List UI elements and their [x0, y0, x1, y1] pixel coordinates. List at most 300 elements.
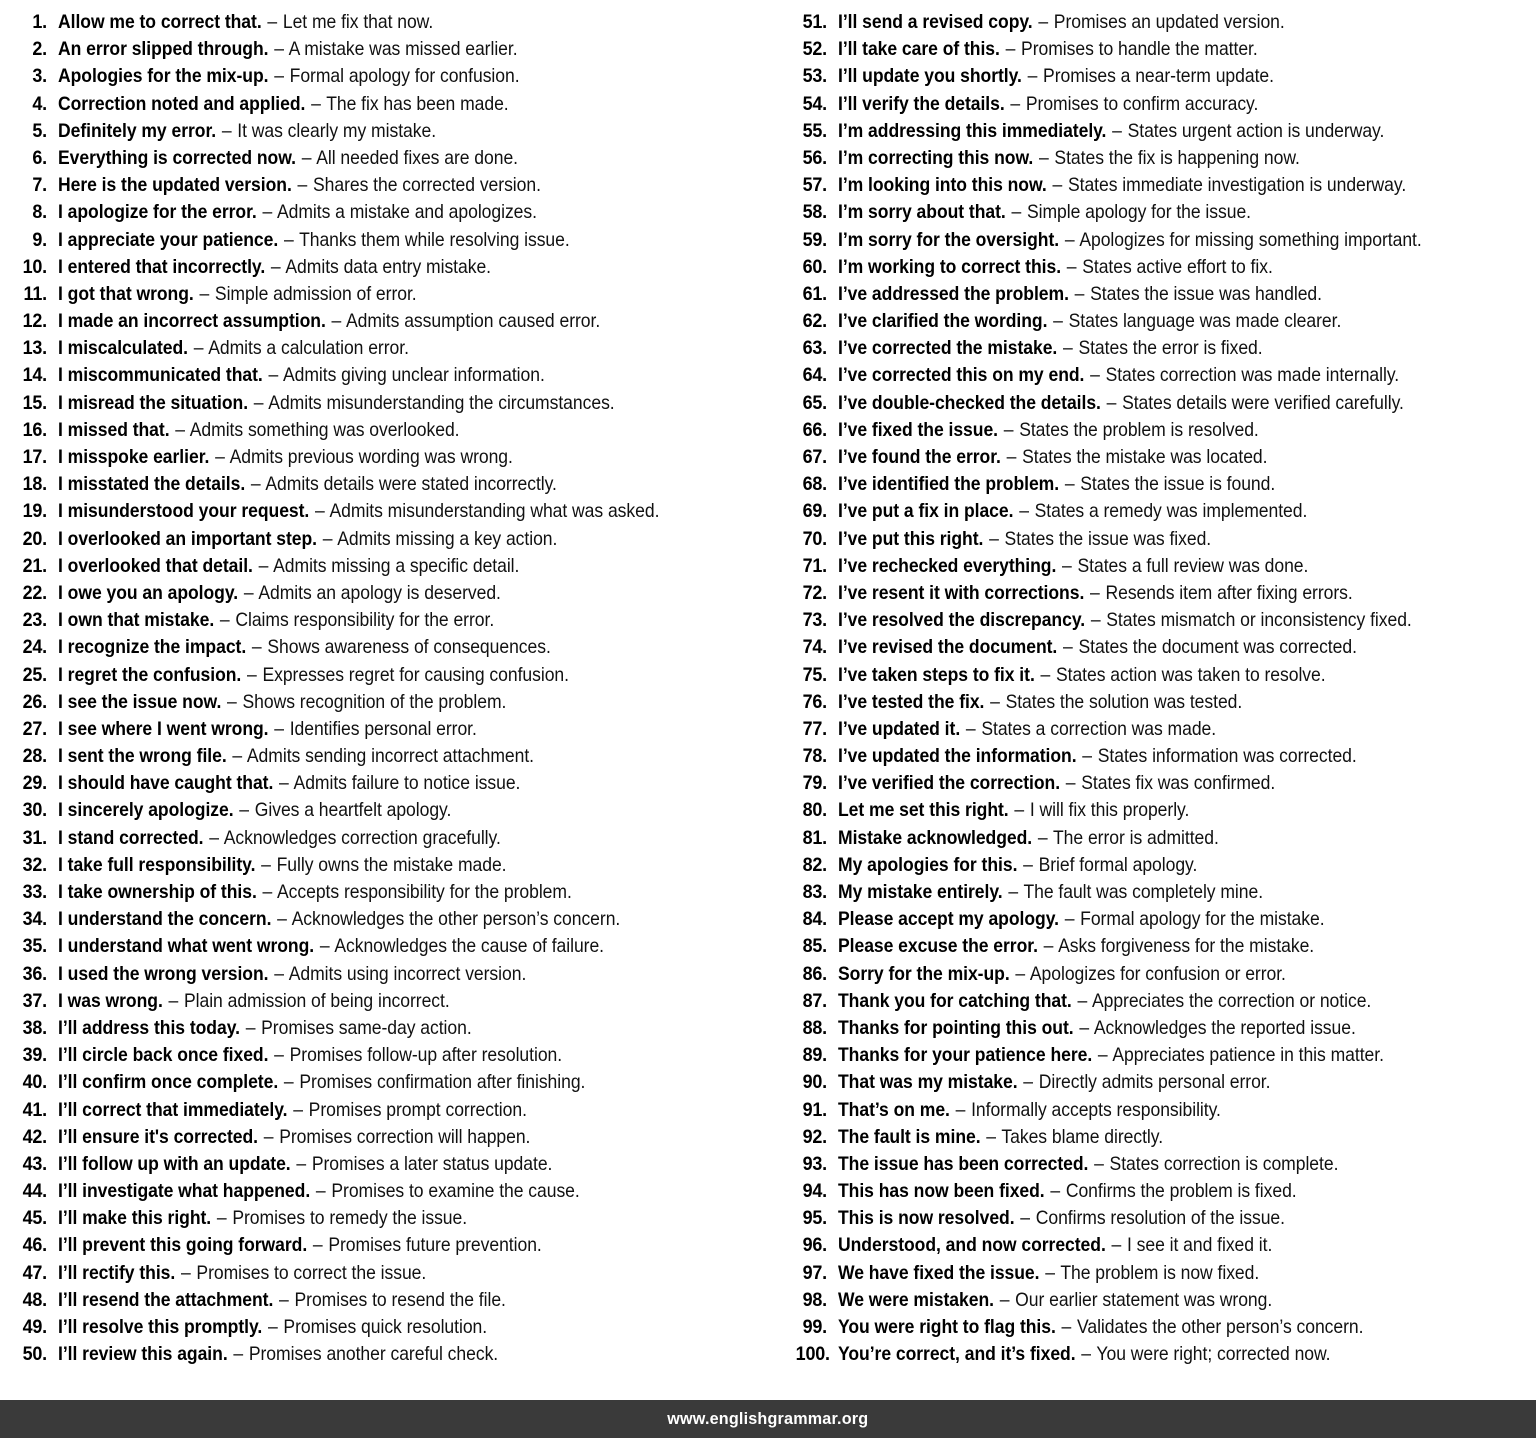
- list-item-body: [838, 172, 1466, 199]
- list-item-phrase: Understood, and now corrected.: [838, 1234, 1106, 1257]
- list-item-description: The fix has been made.: [326, 92, 509, 115]
- list-item-body: [58, 689, 717, 716]
- list-item-number: 75.: [802, 663, 827, 686]
- list-item-body: [838, 362, 1466, 389]
- list-item-body: [838, 1205, 1466, 1232]
- list-item-phrase: I’ll make this right.: [58, 1207, 212, 1230]
- list-item-body: [838, 281, 1466, 308]
- list-item-body: [58, 1205, 717, 1232]
- list-item: [12, 1314, 790, 1341]
- list-item-body: [838, 1042, 1466, 1069]
- list-item-phrase: I’ll confirm once complete.: [58, 1071, 279, 1094]
- en-dash-separator: –: [267, 11, 278, 33]
- list-item-description: States information was corrected.: [1097, 745, 1357, 768]
- list-item: [792, 988, 1536, 1015]
- en-dash-separator: –: [279, 772, 289, 795]
- list-item-number: 27.: [22, 717, 47, 740]
- en-dash-separator: –: [1063, 636, 1073, 659]
- en-dash-separator: –: [1065, 772, 1076, 795]
- list-item-number: 83.: [802, 881, 827, 903]
- list-item-body: [58, 634, 717, 661]
- list-item-phrase: I’ll prevent this going forward.: [58, 1234, 308, 1257]
- list-item-number: 69.: [802, 500, 827, 523]
- list-item-description: States the issue was handled.: [1090, 282, 1322, 305]
- list-item: [12, 852, 790, 879]
- list-item-number: 9.: [32, 228, 47, 251]
- list-item: [12, 1205, 790, 1232]
- list-item-body: [58, 390, 717, 417]
- list-item-phrase: I’ll ensure it's corrected.: [58, 1125, 258, 1148]
- list-item-number: 45.: [22, 1207, 47, 1230]
- en-dash-separator: –: [268, 364, 279, 387]
- list-item: [12, 580, 790, 607]
- list-item-description: Promises future prevention.: [328, 1234, 542, 1257]
- list-item: [792, 1124, 1536, 1151]
- en-dash-separator: –: [986, 1125, 997, 1148]
- list-item: [792, 1314, 1536, 1341]
- list-item: [792, 852, 1536, 879]
- list-item-number: 73.: [802, 609, 827, 632]
- list-item-body: [58, 1015, 717, 1042]
- list-item-number: 25.: [22, 663, 47, 686]
- list-item-phrase: The fault is mine.: [838, 1125, 981, 1148]
- list-item-body: [58, 1042, 717, 1069]
- list-item-body: [58, 281, 717, 308]
- en-dash-separator: –: [232, 745, 243, 768]
- list-item: [792, 335, 1536, 362]
- list-item-number: 61.: [802, 282, 827, 305]
- list-item-number: 65.: [802, 391, 827, 414]
- list-item-description: Admits missing a key action.: [337, 527, 558, 550]
- list-item-phrase: I’ve taken steps to fix it.: [838, 663, 1035, 686]
- list-item-description: States details were verified carefully.: [1122, 391, 1404, 414]
- list-item-number: 78.: [802, 745, 827, 768]
- list-item-description: Confirms the problem is fixed.: [1065, 1180, 1297, 1203]
- list-item: [12, 1260, 790, 1287]
- list-item-phrase: I’m working to correct this.: [838, 255, 1062, 278]
- list-item-description: Appreciates patience in this matter.: [1112, 1044, 1384, 1067]
- list-item-phrase: I own that mistake.: [58, 609, 215, 632]
- list-item-body: [58, 906, 717, 933]
- list-item-number: 99.: [802, 1316, 827, 1338]
- list-item-description: Formal apology for confusion.: [289, 65, 520, 88]
- list-item-description: Acknowledges the cause of failure.: [334, 935, 605, 958]
- list-item-description: Expresses regret for causing confusion.: [262, 663, 569, 686]
- list-item-number: 44.: [22, 1180, 47, 1203]
- list-item-body: [58, 553, 717, 580]
- list-item: [792, 879, 1536, 906]
- en-dash-separator: –: [1020, 1207, 1031, 1230]
- list-item-number: 92.: [802, 1125, 827, 1148]
- list-item: [12, 988, 790, 1015]
- list-item-number: 4.: [32, 92, 47, 115]
- en-dash-separator: –: [297, 174, 308, 197]
- list-item: [792, 933, 1536, 960]
- list-item-description: Admits details were stated incorrectly.: [265, 473, 557, 496]
- list-item-body: [58, 526, 717, 553]
- list-item-number: 29.: [22, 772, 47, 795]
- en-dash-separator: –: [283, 1071, 294, 1094]
- list-item-description: Formal apology for the mistake.: [1080, 908, 1325, 931]
- en-dash-separator: –: [1077, 989, 1088, 1012]
- list-item: [792, 1341, 1536, 1368]
- list-item-description: Our earlier statement was wrong.: [1015, 1288, 1273, 1311]
- list-item: [12, 118, 790, 145]
- list-item-phrase: I overlooked an important step.: [58, 527, 317, 550]
- list-item: [12, 145, 790, 172]
- list-item-number: 48.: [22, 1288, 47, 1311]
- en-dash-separator: –: [274, 717, 284, 740]
- list-item-body: [58, 1341, 717, 1368]
- list-item-body: [838, 1097, 1466, 1124]
- list-item: [792, 662, 1536, 689]
- list-item-body: [838, 63, 1466, 90]
- list-item-number: 23.: [22, 609, 47, 632]
- en-dash-separator: –: [319, 935, 330, 958]
- en-dash-separator: –: [253, 391, 264, 414]
- list-item-body: [838, 634, 1466, 661]
- list-item-number: 32.: [22, 853, 47, 876]
- list-item-number: 79.: [802, 772, 827, 795]
- en-dash-separator: –: [965, 717, 976, 740]
- list-item-number: 93.: [802, 1152, 827, 1175]
- list-item-body: [58, 227, 717, 254]
- list-item-body: [838, 662, 1466, 689]
- list-item-description: Simple admission of error.: [214, 282, 417, 305]
- list-item-body: [838, 825, 1466, 852]
- en-dash-separator: –: [274, 962, 284, 985]
- list-item-phrase: Please excuse the error.: [838, 935, 1038, 958]
- en-dash-separator: –: [315, 500, 325, 523]
- en-dash-separator: –: [1079, 1016, 1090, 1039]
- list-item-phrase: Mistake acknowledged.: [838, 826, 1033, 849]
- list-item: [12, 1178, 790, 1205]
- en-dash-separator: –: [955, 1098, 966, 1121]
- list-item-number: 26.: [22, 690, 47, 713]
- list-item-number: 85.: [802, 935, 827, 958]
- list-item-description: All needed fixes are done.: [316, 146, 519, 169]
- list-item-body: [838, 1287, 1466, 1314]
- footer-bar: [0, 1400, 1536, 1438]
- list-item-body: [58, 1260, 717, 1287]
- en-dash-separator: –: [274, 1044, 284, 1067]
- list-item-description: Apologizes for missing something important.: [1079, 228, 1422, 251]
- list-item-description: The problem is now fixed.: [1060, 1261, 1260, 1284]
- list-item-body: [838, 145, 1466, 172]
- list-item: [792, 526, 1536, 553]
- en-dash-separator: –: [1052, 174, 1063, 197]
- en-dash-separator: –: [331, 310, 342, 333]
- list-item-number: 96.: [802, 1234, 827, 1257]
- list-item-number: 33.: [22, 881, 47, 903]
- list-item-number: 15.: [22, 391, 47, 414]
- list-item: [12, 254, 790, 281]
- list-item-number: 68.: [802, 473, 827, 496]
- list-item-number: 84.: [802, 908, 827, 931]
- list-item-number: 90.: [802, 1071, 827, 1094]
- list-item-number: 67.: [802, 446, 827, 468]
- list-item-phrase: Correction noted and applied.: [58, 92, 306, 115]
- list-item: [792, 471, 1536, 498]
- list-item-description: States mismatch or inconsistency fixed.: [1106, 609, 1412, 632]
- list-item-body: [58, 988, 717, 1015]
- list-item-number: 80.: [802, 799, 827, 822]
- list-item-number: 86.: [802, 962, 827, 985]
- list-item: [12, 1287, 790, 1314]
- list-item: [12, 1151, 790, 1178]
- list-item-body: [838, 390, 1466, 417]
- list-item-body: [58, 1097, 717, 1124]
- list-item-body: [58, 36, 717, 63]
- list-item-number: 39.: [22, 1044, 47, 1067]
- list-item-phrase: I used the wrong version.: [58, 962, 269, 985]
- list-item-description: States action was taken to resolve.: [1055, 663, 1326, 686]
- list-item-phrase: Everything is corrected now.: [58, 146, 297, 169]
- list-item-body: [838, 961, 1466, 988]
- list-item-body: [838, 1124, 1466, 1151]
- list-item-phrase: I’m sorry about that.: [838, 201, 1006, 224]
- list-item-phrase: I’ve put a fix in place.: [838, 500, 1014, 523]
- list-item: [12, 797, 790, 824]
- list-item-number: 76.: [802, 690, 827, 713]
- list-item: [12, 716, 790, 743]
- phrase-list-left: [12, 9, 790, 1368]
- list-item: [792, 498, 1536, 525]
- list-item-number: 35.: [22, 935, 47, 958]
- list-item-number: 88.: [802, 1016, 827, 1039]
- list-item: [12, 1097, 790, 1124]
- list-item: [792, 770, 1536, 797]
- list-item-phrase: I’ll circle back once fixed.: [58, 1044, 269, 1067]
- en-dash-separator: –: [1111, 1234, 1122, 1257]
- list-item-body: [58, 9, 717, 36]
- en-dash-separator: –: [989, 527, 999, 550]
- list-item-description: Shows recognition of the problem.: [242, 690, 507, 713]
- list-item-phrase: I’ll verify the details.: [838, 92, 1005, 115]
- list-item-description: Promises to correct the issue.: [196, 1261, 427, 1284]
- list-item: [792, 9, 1536, 36]
- list-item: [12, 1341, 790, 1368]
- list-item-description: States immediate investigation is underway.: [1067, 174, 1407, 197]
- list-item-phrase: I’ve clarified the wording.: [838, 310, 1048, 333]
- list-item-phrase: I misread the situation.: [58, 391, 249, 414]
- list-item-number: 74.: [802, 636, 827, 659]
- list-item-body: [838, 852, 1466, 879]
- list-item-number: 18.: [22, 473, 47, 496]
- list-item-body: [58, 362, 717, 389]
- list-item: [12, 172, 790, 199]
- en-dash-separator: –: [261, 853, 271, 876]
- en-dash-separator: –: [301, 146, 312, 169]
- right-column: [790, 9, 1536, 1368]
- en-dash-separator: –: [227, 690, 237, 713]
- en-dash-separator: –: [1011, 201, 1022, 224]
- en-dash-separator: –: [1090, 609, 1101, 632]
- list-item-number: 60.: [802, 255, 827, 278]
- list-item-number: 1.: [32, 11, 47, 33]
- list-item-number: 52.: [802, 38, 827, 61]
- list-item-description: Promises to remedy the issue.: [232, 1207, 468, 1230]
- list-item-number: 14.: [22, 364, 47, 387]
- list-item-phrase: Please accept my apology.: [838, 908, 1059, 931]
- list-item-phrase: Let me set this right.: [838, 799, 1009, 822]
- list-item-description: States the mistake was located.: [1022, 446, 1268, 468]
- list-item-body: [58, 879, 717, 906]
- list-item-phrase: I see where I went wrong.: [58, 717, 269, 740]
- list-item-number: 19.: [22, 500, 47, 523]
- list-item-body: [58, 770, 717, 797]
- list-item-body: [838, 254, 1466, 281]
- list-item-body: [58, 825, 717, 852]
- list-item-description: Admits assumption caused error.: [346, 310, 601, 333]
- list-item-body: [838, 607, 1466, 634]
- list-item-body: [58, 417, 717, 444]
- list-item-description: Admits an apology is deserved.: [258, 581, 501, 604]
- en-dash-separator: –: [216, 1207, 227, 1230]
- list-item-description: Confirms resolution of the issue.: [1035, 1207, 1285, 1230]
- list-item-description: States the problem is resolved.: [1019, 418, 1259, 441]
- list-item: [792, 553, 1536, 580]
- list-item: [12, 1069, 790, 1096]
- list-item-phrase: I’ve corrected the mistake.: [838, 337, 1058, 360]
- list-item-description: Informally accepts responsibility.: [971, 1098, 1221, 1121]
- list-item: [12, 553, 790, 580]
- list-item-phrase: I’ve corrected this on my end.: [838, 364, 1085, 387]
- list-item-phrase: You were right to flag this.: [838, 1316, 1056, 1338]
- list-item-body: [58, 335, 717, 362]
- list-item: [792, 63, 1536, 90]
- list-item-number: 42.: [22, 1125, 47, 1148]
- en-dash-separator: –: [193, 337, 204, 360]
- list-item-number: 72.: [802, 581, 827, 604]
- list-item-description: I will fix this properly.: [1029, 799, 1190, 822]
- list-item-phrase: I entered that incorrectly.: [58, 255, 266, 278]
- footer-url: www.englishgrammar.org: [667, 1409, 869, 1428]
- list-item-body: [838, 553, 1466, 580]
- list-item-description: Promises to handle the matter.: [1021, 38, 1258, 61]
- list-item: [12, 199, 790, 226]
- list-item-body: [838, 1232, 1466, 1259]
- list-item-description: States a correction was made.: [981, 717, 1217, 740]
- list-item-phrase: I’ll resolve this promptly.: [58, 1316, 263, 1338]
- list-item-number: 56.: [802, 146, 827, 169]
- list-item-phrase: An error slipped through.: [58, 38, 269, 61]
- en-dash-separator: –: [243, 581, 254, 604]
- list-item-number: 64.: [802, 364, 827, 387]
- list-item-description: Plain admission of being incorrect.: [183, 989, 450, 1012]
- list-item-number: 100.: [795, 1343, 830, 1366]
- list-item-description: Apologizes for confusion or error.: [1029, 962, 1286, 985]
- list-item-description: Directly admits personal error.: [1038, 1071, 1271, 1094]
- list-item-body: [838, 118, 1466, 145]
- list-item-number: 87.: [802, 989, 827, 1012]
- en-dash-separator: –: [1066, 255, 1077, 278]
- list-item-number: 38.: [22, 1016, 47, 1039]
- list-item: [12, 308, 790, 335]
- list-item-body: [58, 1124, 717, 1151]
- list-item: [12, 607, 790, 634]
- list-item-description: Promises correction will happen.: [279, 1125, 531, 1148]
- list-item: [12, 961, 790, 988]
- en-dash-separator: –: [251, 636, 262, 659]
- list-item-number: 95.: [802, 1207, 827, 1230]
- list-item-number: 58.: [802, 201, 827, 224]
- list-item-body: [58, 743, 717, 770]
- list-item-description: States a full review was done.: [1077, 554, 1309, 577]
- list-item-phrase: Thanks for your patience here.: [838, 1044, 1093, 1067]
- list-item-description: States the issue was fixed.: [1004, 527, 1212, 550]
- list-item-body: [58, 933, 717, 960]
- list-item-body: [838, 1151, 1466, 1178]
- en-dash-separator: –: [209, 826, 219, 849]
- list-item-phrase: I was wrong.: [58, 989, 163, 1012]
- list-item-phrase: I’ll investigate what happened.: [58, 1180, 311, 1203]
- en-dash-separator: –: [1045, 1261, 1055, 1284]
- list-item-body: [58, 1287, 717, 1314]
- en-dash-separator: –: [274, 65, 284, 88]
- list-item: [12, 1015, 790, 1042]
- list-item-phrase: I sincerely apologize.: [58, 799, 234, 822]
- list-item: [792, 1205, 1536, 1232]
- list-item-phrase: I’m correcting this now.: [838, 146, 1034, 169]
- list-item-body: [58, 1178, 717, 1205]
- list-item: [12, 227, 790, 254]
- list-item-body: [58, 1069, 717, 1096]
- list-item: [792, 390, 1536, 417]
- en-dash-separator: –: [1097, 1044, 1108, 1067]
- list-item-phrase: I recognize the impact.: [58, 636, 247, 659]
- list-item: [792, 1042, 1536, 1069]
- list-item-phrase: I take ownership of this.: [58, 881, 257, 903]
- list-item-phrase: Thank you for catching that.: [838, 989, 1072, 1012]
- en-dash-separator: –: [262, 201, 273, 224]
- list-item-number: 59.: [802, 228, 827, 251]
- list-item-phrase: I miscalculated.: [58, 337, 188, 360]
- list-item-description: Takes blame directly.: [1001, 1125, 1164, 1148]
- list-item: [792, 417, 1536, 444]
- list-item-phrase: Here is the updated version.: [58, 174, 292, 197]
- en-dash-separator: –: [1081, 1343, 1092, 1366]
- list-item: [12, 743, 790, 770]
- list-item-body: [838, 498, 1466, 525]
- list-item: [12, 91, 790, 118]
- list-item-description: Admits giving unclear information.: [282, 364, 545, 387]
- list-item-number: 98.: [802, 1288, 827, 1311]
- list-item-description: Thanks them while resolving issue.: [299, 228, 570, 251]
- list-item: [792, 444, 1536, 471]
- list-item-number: 5.: [32, 119, 47, 142]
- en-dash-separator: –: [1038, 146, 1049, 169]
- list-item-description: Admits misunderstanding the circumstances.: [268, 391, 615, 414]
- list-item-phrase: I’m sorry for the oversight.: [838, 228, 1060, 251]
- en-dash-separator: –: [1003, 418, 1014, 441]
- list-item-description: Admits data entry mistake.: [285, 255, 492, 278]
- list-item-body: [838, 933, 1466, 960]
- list-item-description: Gives a heartfelt apology.: [254, 799, 452, 822]
- en-dash-separator: –: [215, 446, 225, 468]
- list-item: [12, 417, 790, 444]
- list-item-number: 41.: [22, 1098, 47, 1121]
- list-item-phrase: I stand corrected.: [58, 826, 204, 849]
- en-dash-separator: –: [168, 989, 179, 1012]
- list-item: [792, 580, 1536, 607]
- list-item-number: 16.: [22, 418, 47, 441]
- list-item-number: 30.: [22, 799, 47, 822]
- list-item-body: [838, 227, 1466, 254]
- en-dash-separator: –: [1090, 364, 1100, 387]
- list-item-number: 12.: [22, 310, 47, 333]
- list-item-phrase: My apologies for this.: [838, 853, 1018, 876]
